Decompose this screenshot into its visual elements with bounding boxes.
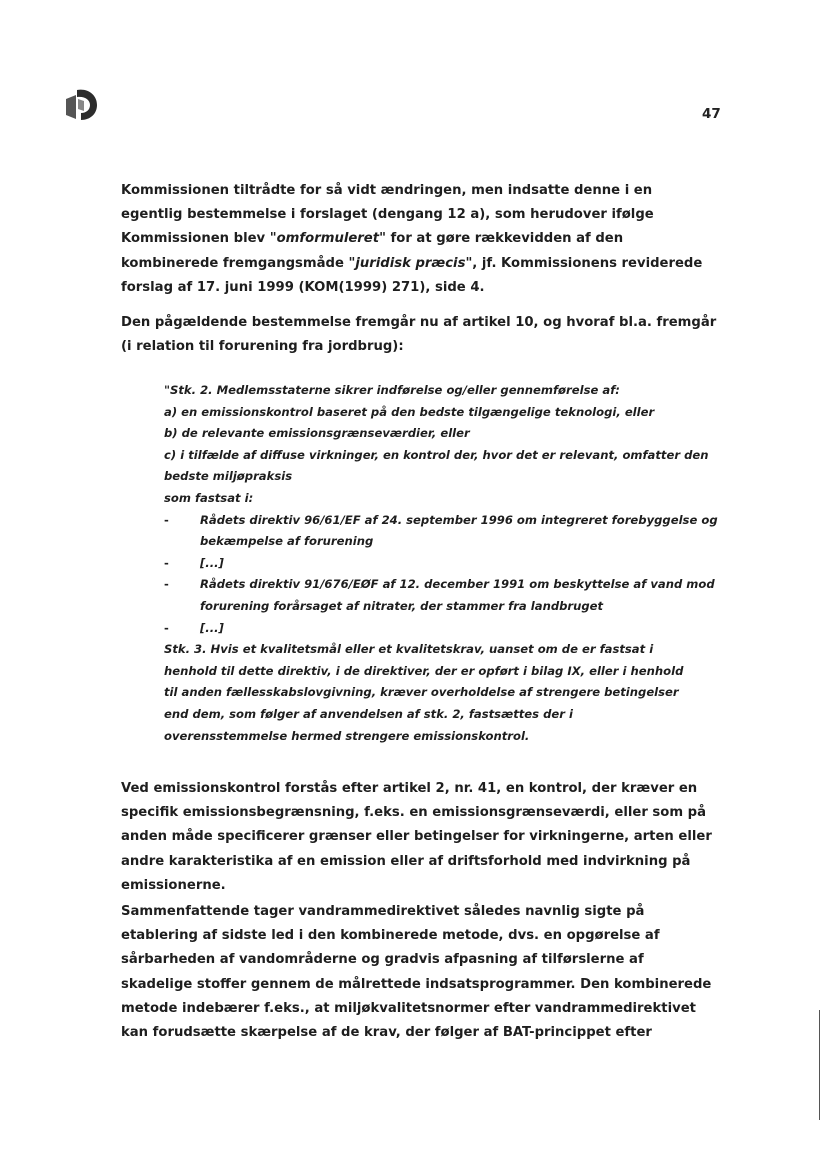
quote-line: "Stk. 2. Medlemsstaterne sikrer indførelse og/eller gennemførelse af:: [164, 383, 620, 397]
paragraph-2: Den pågældende bestemmelse fremgår nu af artikel 10, og hvoraf bl.a. fremgår (i relation til forurening fra jordbrug):: [121, 315, 717, 355]
quote-list-text: [...]: [200, 555, 224, 570]
quote-list-text: Rådets direktiv 91/676/EØF af 12. december 1991 om beskyttelse af vand mod forurening forårsaget af nitrater, der stammer fra landbruget: [200, 577, 715, 613]
paragraph-4: Sammenfattende tager vandrammedirektivet således navnlig sigte på etablering af sidste led i den kombinerede metode, dvs. en opgørelse af sårbarheden af vandområderne og gradvis afpasning af tilførslerne af skadelige stoffer gennem de målrettede indsatsprogrammer. Den kombinerede metode indebærer f.eks., at miljøkvalitetsnormer efter vandrammedirektivet kan forudsætte skærpelse af de krav, der følger af BAT-princippet efter: [121, 904, 712, 1041]
quote-list-item: [164, 574, 724, 617]
quote-line: bedste miljøpraksis: [164, 469, 293, 484]
logo-icon: [62, 85, 100, 123]
quote-list-item: [164, 553, 724, 575]
quote-stk3: Stk. 3. Hvis et kvalitetsmål eller et kvalitetskrav, uanset om de er fastsat i henhold til dette direktiv, i de direktiver, der er opført i bilag IX, eller i henhold til anden fællesskabslovgivning, kræver overholdelse af strengere betingelser end dem, som følger af anvendelsen af stk. 2, fastsættes der i overensstemmelse hermed strengere emissionskontrol.: [164, 642, 684, 743]
scan-edge-line: [819, 1010, 820, 1120]
quote-list-text: [...]: [200, 620, 224, 635]
paragraph-1: Kommissionen tiltrådte for så vidt ændringen, men indsatte denne i en egentlig bestemmelse i forslaget (dengang 12 a), som herudover ifølge Kommissionen blev "omformuleret" for at gøre rækkevidden af den kombinerede fremgangsmåde "juridisk præcis", jf. Kommissionens reviderede forslag af 17. juni 1999 (KOM(1999) 271), side 4.: [121, 183, 703, 295]
page-number: 47: [702, 106, 721, 122]
quote-list-item: [164, 618, 724, 640]
quote-list-item: [164, 510, 724, 553]
dash-bullet: -: [164, 620, 169, 635]
block-quote: [164, 380, 724, 747]
paragraph-3: Ved emissionskontrol forstås efter artikel 2, nr. 41, en kontrol, der kræver en specifik emissionsbegrænsning, f.eks. en emissionsgrænseværdi, eller som på anden måde specificerer grænser eller betingelser for virkningerne, arten eller andre karakteristika af en emission eller af driftsforhold med indvirkning på emissionerne.: [121, 781, 712, 893]
dash-bullet: -: [164, 512, 169, 527]
quote-line: a) en emissionskontrol baseret på den bedste tilgængelige teknologi, eller: [164, 404, 655, 419]
quote-line: b) de relevante emissionsgrænseværdier, eller: [164, 426, 470, 441]
dash-bullet: -: [164, 555, 169, 570]
quote-list-text: Rådets direktiv 96/61/EF af 24. september 1996 om integreret forebyggelse og bekæmpelse af forurening: [200, 512, 718, 549]
dash-bullet: -: [164, 577, 169, 592]
quote-line: som fastsat i:: [164, 490, 254, 505]
quote-line: c) i tilfælde af diffuse virkninger, en kontrol der, hvor det er relevant, omfatter den: [164, 447, 709, 462]
